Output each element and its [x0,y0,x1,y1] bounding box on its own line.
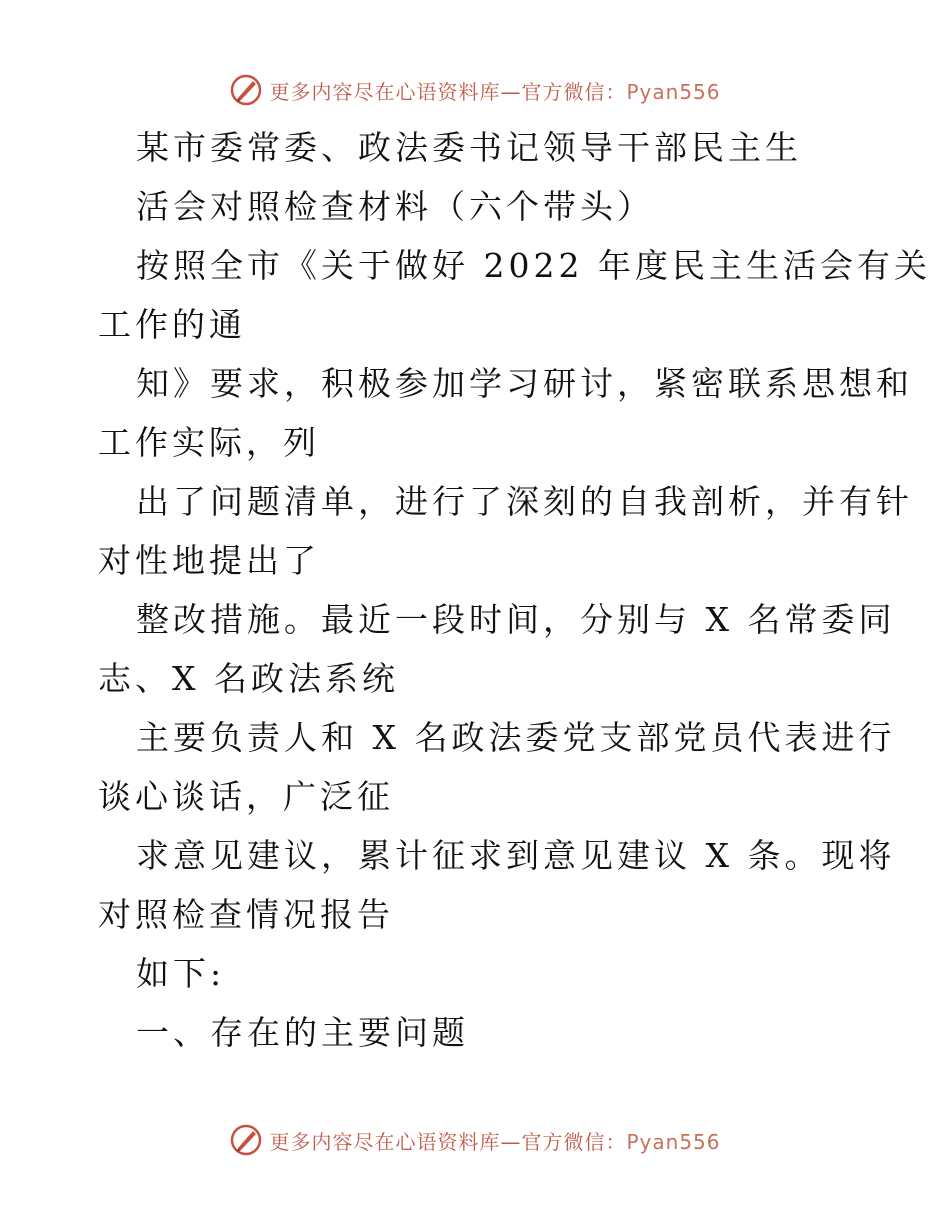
watermark-account: Pyan556 [626,79,721,104]
paragraph-line: 主要负责人和 X 名政法委党支部党员代表进行 [136,718,896,757]
watermark-header [0,70,950,110]
paragraph-line: 志、X 名政法系统 [98,659,399,698]
watermark-footer [0,1120,950,1160]
quill-logo-icon [229,73,263,107]
watermark-text: 更多内容尽在心语资料库—官方微信：Pyan556 [269,79,721,104]
document-body [98,118,931,1062]
paragraph-line: 谈心谈话，广泛征 [98,777,394,816]
watermark-text: 更多内容尽在心语资料库—官方微信：Pyan556 [269,1129,721,1154]
paragraph-line: 对照检查情况报告 [98,895,394,934]
paragraph-line: 按照全市《关于做好 2022 年度民主生活会有关 [136,246,931,285]
watermark-account: Pyan556 [626,1129,721,1154]
paragraph-line: 工作实际，列 [98,423,320,462]
paragraph-line: 知》要求，积极参加学习研讨，紧密联系思想和 [136,364,913,403]
paragraph-line: 出了问题清单，进行了深刻的自我剖析，并有针 [136,482,913,521]
title-line-1: 某市委常委、政法委书记领导干部民主生 [136,128,802,167]
section-heading: 一、存在的主要问题 [136,1013,469,1052]
paragraph-line: 求意见建议，累计征求到意见建议 X 条。现将 [136,836,896,875]
paragraph-line: 如下: [136,954,226,993]
paragraph-line: 整改措施。最近一段时间，分别与 X 名常委同 [136,600,896,639]
title-line-2: 活会对照检查材料（六个带头） [136,187,654,226]
paragraph-line: 工作的通 [98,305,246,344]
paragraph-line: 对性地提出了 [98,541,320,580]
quill-logo-icon [229,1123,263,1157]
